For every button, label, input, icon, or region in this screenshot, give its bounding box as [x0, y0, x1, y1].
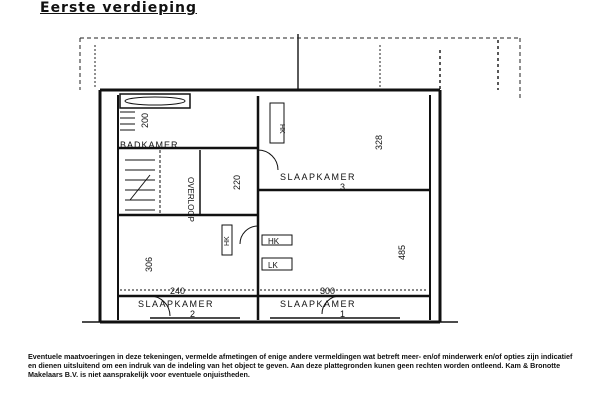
dim-220: 220	[232, 174, 242, 190]
hk-marker-mid: HK	[268, 237, 280, 246]
bathtub	[120, 94, 190, 108]
dim-306: 306	[144, 256, 154, 272]
room-badkamer: BADKAMER	[120, 140, 179, 150]
room-slaapkamer-1-number: 1	[340, 309, 346, 319]
hk-marker-top: HK	[278, 124, 285, 134]
dim-300: 300	[320, 286, 336, 296]
hk-marker-left: HK	[224, 236, 231, 246]
dim-328: 328	[374, 134, 384, 150]
room-slaapkamer-2: SLAAPKAMER	[138, 299, 215, 309]
lk-marker: LK	[268, 261, 278, 270]
room-slaapkamer-1: SLAAPKAMER	[280, 299, 357, 309]
staircase	[125, 160, 155, 210]
disclaimer-text: Eventuele maatvoeringen in deze tekeningen, vermelde afmetingen of enige andere vermeldingen wat betreft meer- en/of minderwerk en/of opties zijn indicatief en dienen uitsluitend om een indruk van de indeling van het object te geven. Aan deze plattegronden kunen geen rechten worden ontleend. Kam & Bronotte Makelaars B.V. is niet aansprakelijk voor eventuele onjuistheden.	[28, 352, 573, 379]
room-overloop: OVERLOOP	[186, 177, 195, 222]
room-slaapkamer-3-number: 3	[340, 182, 346, 192]
dim-200: 200	[140, 112, 150, 128]
dim-240: 240	[170, 286, 186, 296]
interior-walls	[118, 96, 430, 320]
room-slaapkamer-3: SLAAPKAMER	[280, 172, 357, 182]
dim-485: 485	[397, 244, 407, 260]
floor-title: Eerste verdieping	[40, 0, 198, 16]
room-slaapkamer-2-number: 2	[190, 309, 196, 319]
